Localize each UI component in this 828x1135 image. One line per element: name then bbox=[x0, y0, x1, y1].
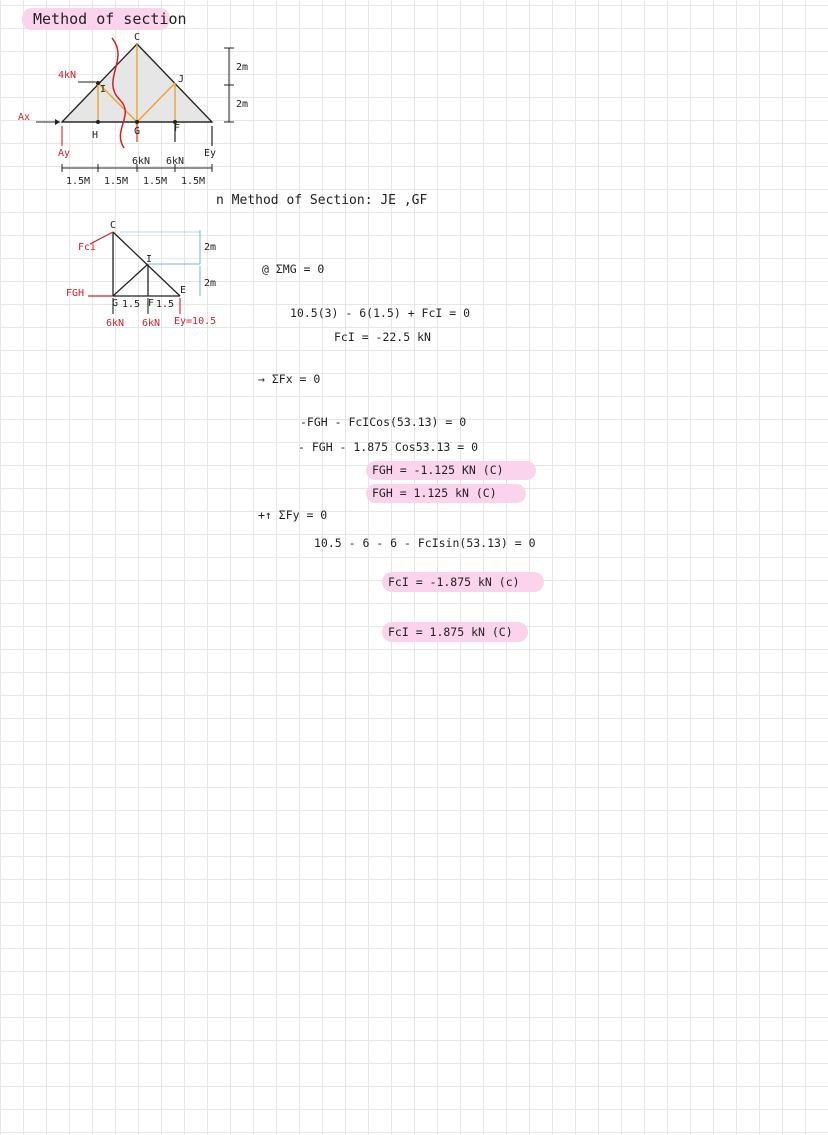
moment-line-2: FcI = -22.5 kN bbox=[334, 330, 431, 344]
joint-g-label-2: G bbox=[112, 298, 119, 309]
fy-eq: +↑ ΣFy = 0 bbox=[258, 508, 328, 522]
fx-line-3: FGH = -1.125 KN (C) bbox=[372, 463, 504, 477]
joint-f-label: F bbox=[174, 123, 181, 134]
height-label-1: 2m bbox=[236, 62, 249, 73]
ay-label: Ay bbox=[58, 148, 71, 159]
fx-line-4: FGH = 1.125 kN (C) bbox=[372, 486, 497, 500]
load-label-2b: 6kN bbox=[142, 318, 161, 329]
ax-label: Ax bbox=[18, 112, 31, 123]
joint-f-label-2: F bbox=[148, 298, 155, 309]
top-load-label: 4kN bbox=[58, 70, 77, 81]
fx-line-1: -FGH - FcICos(53.13) = 0 bbox=[300, 415, 467, 429]
load-label-1: 6kN bbox=[132, 156, 151, 167]
truss-diagram-2 bbox=[0, 220, 260, 340]
joint-c-label: C bbox=[134, 32, 141, 43]
dim-label-2: 1.5M bbox=[104, 176, 129, 187]
joint-j-label: J bbox=[178, 74, 185, 85]
joint-e-label-2: E bbox=[180, 285, 187, 296]
fy-line-2: FcI = -1.875 kN (c) bbox=[388, 575, 520, 589]
moment-line-1: 10.5(3) - 6(1.5) + FcI = 0 bbox=[290, 306, 471, 320]
truss-diagram-1 bbox=[0, 30, 260, 220]
section-heading: n Method of Section: JE ,GF bbox=[216, 193, 428, 208]
fy-line-1: 10.5 - 6 - 6 - FcIsin(53.13) = 0 bbox=[314, 536, 536, 550]
fci-label: Fci bbox=[78, 242, 97, 253]
dim-label-3: 1.5M bbox=[143, 176, 168, 187]
height-label-2b: 2m bbox=[204, 278, 217, 289]
dim-label-4: 1.5M bbox=[181, 176, 206, 187]
ey-label: Ey bbox=[204, 148, 217, 159]
seg-label-1: 1.5 bbox=[122, 299, 141, 310]
fy-line-3: FcI = 1.875 kN (C) bbox=[388, 625, 513, 639]
fgh-label: FGH bbox=[66, 288, 85, 299]
moment-eq: @ ΣMG = 0 bbox=[262, 262, 325, 276]
seg-label-2: 1.5 bbox=[156, 299, 175, 310]
dim-label-1: 1.5M bbox=[66, 176, 91, 187]
joint-c-label-2: C bbox=[110, 220, 117, 231]
joint-h-label: H bbox=[92, 130, 99, 141]
fx-line-2: - FGH - 1.875 Cos53.13 = 0 bbox=[298, 440, 479, 454]
fx-eq: → ΣFx = 0 bbox=[258, 372, 321, 386]
joint-i-label: I bbox=[100, 84, 107, 95]
load-label-2a: 6kN bbox=[106, 318, 125, 329]
joint-g-label: G bbox=[134, 126, 141, 137]
joint-i-label-2: I bbox=[146, 254, 153, 265]
height-label-2: 2m bbox=[236, 99, 249, 110]
height-label-2a: 2m bbox=[204, 242, 217, 253]
page-title: Method of section bbox=[33, 10, 187, 28]
load-label-2: 6kN bbox=[166, 156, 185, 167]
ey-label-2: Ey=10.5 bbox=[174, 316, 217, 327]
